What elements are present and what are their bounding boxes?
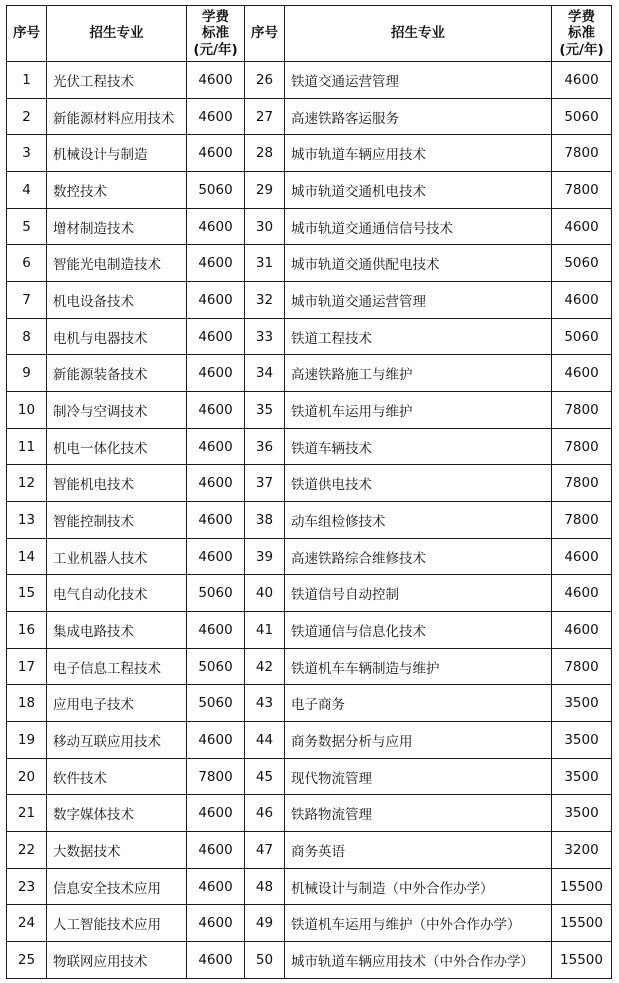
- tuition-fee-cell: 15500: [552, 868, 612, 905]
- tuition-fee-cell: 4600: [552, 355, 612, 392]
- serial-number-cell: 17: [7, 648, 47, 685]
- tuition-fee-cell: 4600: [552, 612, 612, 649]
- serial-number-cell: 3: [7, 135, 47, 172]
- major-name-cell: 商务英语: [285, 832, 552, 869]
- tuition-fee-cell: 7800: [552, 502, 612, 539]
- header-no: 序号: [7, 6, 47, 62]
- serial-number-cell: 50: [245, 942, 285, 979]
- serial-number-cell: 40: [245, 575, 285, 612]
- tuition-fee-cell: 4600: [552, 208, 612, 245]
- header-fee: [187, 6, 245, 62]
- serial-number-cell: 6: [7, 245, 47, 282]
- serial-number-cell: 47: [245, 832, 285, 869]
- major-name-cell: 铁道交通运营管理: [285, 62, 552, 99]
- serial-number-cell: 28: [245, 135, 285, 172]
- table-row: [7, 795, 612, 832]
- serial-number-cell: 9: [7, 355, 47, 392]
- tuition-fee-cell: 5060: [552, 318, 612, 355]
- major-name-cell: 人工智能技术应用: [47, 905, 187, 942]
- table-row: [7, 612, 612, 649]
- major-name-cell: 城市轨道交通供配电技术: [285, 245, 552, 282]
- table-row: [7, 135, 612, 172]
- serial-number-cell: 45: [245, 758, 285, 795]
- major-name-cell: 高速铁路施工与维护: [285, 355, 552, 392]
- major-name-cell: 智能控制技术: [47, 502, 187, 539]
- major-name-cell: 光伏工程技术: [47, 62, 187, 99]
- tuition-fee-cell: 4600: [187, 355, 245, 392]
- tuition-fee-cell: 7800: [552, 465, 612, 502]
- serial-number-cell: 7: [7, 282, 47, 319]
- tuition-fee-cell: 5060: [552, 245, 612, 282]
- tuition-fee-cell: 3200: [552, 832, 612, 869]
- table-row: [7, 172, 612, 209]
- serial-number-cell: 33: [245, 318, 285, 355]
- major-name-cell: 移动互联应用技术: [47, 722, 187, 759]
- major-name-cell: 智能机电技术: [47, 465, 187, 502]
- tuition-fee-cell: 4600: [187, 868, 245, 905]
- tuition-fee-cell: 4600: [187, 428, 245, 465]
- serial-number-cell: 22: [7, 832, 47, 869]
- serial-number-cell: 8: [7, 318, 47, 355]
- major-name-cell: 电子商务: [285, 685, 552, 722]
- serial-number-cell: 26: [245, 62, 285, 99]
- major-name-cell: 铁道车辆技术: [285, 428, 552, 465]
- serial-number-cell: 20: [7, 758, 47, 795]
- header-fee: [552, 6, 612, 62]
- table-row: [7, 538, 612, 575]
- major-name-cell: 应用电子技术: [47, 685, 187, 722]
- serial-number-cell: 23: [7, 868, 47, 905]
- serial-number-cell: 2: [7, 98, 47, 135]
- table-row: [7, 502, 612, 539]
- table-row: [7, 392, 612, 429]
- major-name-cell: 铁道供电技术: [285, 465, 552, 502]
- table-row: [7, 465, 612, 502]
- tuition-fee-cell: 7800: [552, 392, 612, 429]
- header-fee-line: (元/年): [559, 41, 604, 58]
- table-row: [7, 318, 612, 355]
- serial-number-cell: 4: [7, 172, 47, 209]
- major-name-cell: 信息安全技术应用: [47, 868, 187, 905]
- tuition-fee-cell: 4600: [187, 612, 245, 649]
- tuition-fee-cell: 7800: [552, 648, 612, 685]
- serial-number-cell: 24: [7, 905, 47, 942]
- major-name-cell: 机电设备技术: [47, 282, 187, 319]
- table-row: [7, 722, 612, 759]
- major-name-cell: 铁道信号自动控制: [285, 575, 552, 612]
- major-name-cell: 商务数据分析与应用: [285, 722, 552, 759]
- major-name-cell: 铁道机车运用与维护（中外合作办学）: [285, 905, 552, 942]
- table-row: [7, 428, 612, 465]
- tuition-fee-cell: 7800: [552, 135, 612, 172]
- tuition-fee-cell: 4600: [187, 98, 245, 135]
- tuition-fee-cell: 3500: [552, 722, 612, 759]
- major-name-cell: 城市轨道交通通信信号技术: [285, 208, 552, 245]
- major-name-cell: 电机与电器技术: [47, 318, 187, 355]
- header-row: [7, 6, 612, 62]
- tuition-fee-cell: 4600: [187, 502, 245, 539]
- serial-number-cell: 1: [7, 62, 47, 99]
- tuition-fee-cell: 3500: [552, 795, 612, 832]
- serial-number-cell: 34: [245, 355, 285, 392]
- table-row: [7, 942, 612, 979]
- major-name-cell: 集成电路技术: [47, 612, 187, 649]
- serial-number-cell: 18: [7, 685, 47, 722]
- tuition-fee-cell: 4600: [552, 538, 612, 575]
- serial-number-cell: 35: [245, 392, 285, 429]
- major-name-cell: 现代物流管理: [285, 758, 552, 795]
- serial-number-cell: 10: [7, 392, 47, 429]
- serial-number-cell: 29: [245, 172, 285, 209]
- table-row: [7, 282, 612, 319]
- major-name-cell: 大数据技术: [47, 832, 187, 869]
- header-fee-line: 标准: [568, 25, 595, 42]
- major-name-cell: 制冷与空调技术: [47, 392, 187, 429]
- major-name-cell: 电子信息工程技术: [47, 648, 187, 685]
- serial-number-cell: 19: [7, 722, 47, 759]
- major-name-cell: 增材制造技术: [47, 208, 187, 245]
- header-fee-line: 标准: [202, 25, 229, 42]
- serial-number-cell: 14: [7, 538, 47, 575]
- major-name-cell: 电气自动化技术: [47, 575, 187, 612]
- table-row: [7, 245, 612, 282]
- major-name-cell: 铁道通信与信息化技术: [285, 612, 552, 649]
- tuition-fee-cell: 4600: [187, 318, 245, 355]
- tuition-fee-cell: 4600: [187, 245, 245, 282]
- serial-number-cell: 27: [245, 98, 285, 135]
- tuition-fee-cell: 4600: [187, 135, 245, 172]
- tuition-fee-cell: 15500: [552, 905, 612, 942]
- tuition-fee-cell: 7800: [552, 172, 612, 209]
- serial-number-cell: 38: [245, 502, 285, 539]
- serial-number-cell: 32: [245, 282, 285, 319]
- major-name-cell: 铁道工程技术: [285, 318, 552, 355]
- major-name-cell: 高速铁路客运服务: [285, 98, 552, 135]
- tuition-fee-cell: 4600: [187, 282, 245, 319]
- major-name-cell: 高速铁路综合维修技术: [285, 538, 552, 575]
- major-name-cell: 动车组检修技术: [285, 502, 552, 539]
- tuition-fee-cell: 4600: [187, 722, 245, 759]
- table-row: [7, 905, 612, 942]
- tuition-fee-cell: 4600: [187, 905, 245, 942]
- table-row: [7, 868, 612, 905]
- major-name-cell: 智能光电制造技术: [47, 245, 187, 282]
- tuition-fee-cell: 5060: [187, 575, 245, 612]
- major-name-cell: 物联网应用技术: [47, 942, 187, 979]
- tuition-fee-cell: 4600: [552, 282, 612, 319]
- serial-number-cell: 12: [7, 465, 47, 502]
- major-name-cell: 数控技术: [47, 172, 187, 209]
- serial-number-cell: 42: [245, 648, 285, 685]
- major-name-cell: 城市轨道车辆应用技术: [285, 135, 552, 172]
- serial-number-cell: 11: [7, 428, 47, 465]
- serial-number-cell: 36: [245, 428, 285, 465]
- table-row: [7, 62, 612, 99]
- serial-number-cell: 13: [7, 502, 47, 539]
- tuition-fee-cell: 5060: [552, 98, 612, 135]
- table-row: [7, 208, 612, 245]
- header-fee-line: (元/年): [193, 41, 238, 58]
- tuition-fee-cell: 7800: [552, 428, 612, 465]
- table-row: [7, 575, 612, 612]
- header-no: 序号: [245, 6, 285, 62]
- tuition-fee-cell: 5060: [187, 685, 245, 722]
- serial-number-cell: 30: [245, 208, 285, 245]
- tuition-fee-cell: 4600: [187, 832, 245, 869]
- tuition-fee-cell: 4600: [187, 465, 245, 502]
- serial-number-cell: 46: [245, 795, 285, 832]
- major-name-cell: 机械设计与制造: [47, 135, 187, 172]
- tuition-fee-cell: 5060: [187, 648, 245, 685]
- major-name-cell: 工业机器人技术: [47, 538, 187, 575]
- tuition-fee-cell: 4600: [187, 538, 245, 575]
- serial-number-cell: 21: [7, 795, 47, 832]
- tuition-table: [6, 5, 612, 979]
- serial-number-cell: 39: [245, 538, 285, 575]
- serial-number-cell: 44: [245, 722, 285, 759]
- tuition-fee-cell: 4600: [187, 392, 245, 429]
- header-fee-line: 学费: [202, 9, 229, 26]
- major-name-cell: 城市轨道车辆应用技术（中外合作办学）: [285, 942, 552, 979]
- serial-number-cell: 37: [245, 465, 285, 502]
- table-row: [7, 758, 612, 795]
- tuition-fee-cell: 3500: [552, 758, 612, 795]
- tuition-fee-cell: 15500: [552, 942, 612, 979]
- table-row: [7, 832, 612, 869]
- major-name-cell: 城市轨道交通运营管理: [285, 282, 552, 319]
- serial-number-cell: 25: [7, 942, 47, 979]
- header-major: 招生专业: [47, 6, 187, 62]
- header-fee-line: 学费: [568, 9, 595, 26]
- major-name-cell: 新能源装备技术: [47, 355, 187, 392]
- tuition-fee-cell: 5060: [187, 172, 245, 209]
- tuition-fee-cell: 4600: [552, 575, 612, 612]
- table-row: [7, 685, 612, 722]
- serial-number-cell: 15: [7, 575, 47, 612]
- tuition-fee-cell: 4600: [552, 62, 612, 99]
- table-row: [7, 648, 612, 685]
- table-row: [7, 98, 612, 135]
- table-row: [7, 355, 612, 392]
- major-name-cell: 铁路物流管理: [285, 795, 552, 832]
- major-name-cell: 新能源材料应用技术: [47, 98, 187, 135]
- serial-number-cell: 16: [7, 612, 47, 649]
- tuition-fee-cell: 4600: [187, 795, 245, 832]
- major-name-cell: 机电一体化技术: [47, 428, 187, 465]
- tuition-fee-cell: 4600: [187, 62, 245, 99]
- major-name-cell: 铁道机车车辆制造与维护: [285, 648, 552, 685]
- serial-number-cell: 43: [245, 685, 285, 722]
- table-body: [7, 62, 612, 979]
- serial-number-cell: 48: [245, 868, 285, 905]
- major-name-cell: 城市轨道交通机电技术: [285, 172, 552, 209]
- header-major: 招生专业: [285, 6, 552, 62]
- major-name-cell: 机械设计与制造（中外合作办学）: [285, 868, 552, 905]
- serial-number-cell: 5: [7, 208, 47, 245]
- tuition-fee-cell: 4600: [187, 942, 245, 979]
- serial-number-cell: 41: [245, 612, 285, 649]
- tuition-fee-cell: 7800: [187, 758, 245, 795]
- major-name-cell: 铁道机车运用与维护: [285, 392, 552, 429]
- tuition-fee-cell: 4600: [187, 208, 245, 245]
- serial-number-cell: 49: [245, 905, 285, 942]
- major-name-cell: 数字媒体技术: [47, 795, 187, 832]
- serial-number-cell: 31: [245, 245, 285, 282]
- major-name-cell: 软件技术: [47, 758, 187, 795]
- tuition-fee-cell: 3500: [552, 685, 612, 722]
